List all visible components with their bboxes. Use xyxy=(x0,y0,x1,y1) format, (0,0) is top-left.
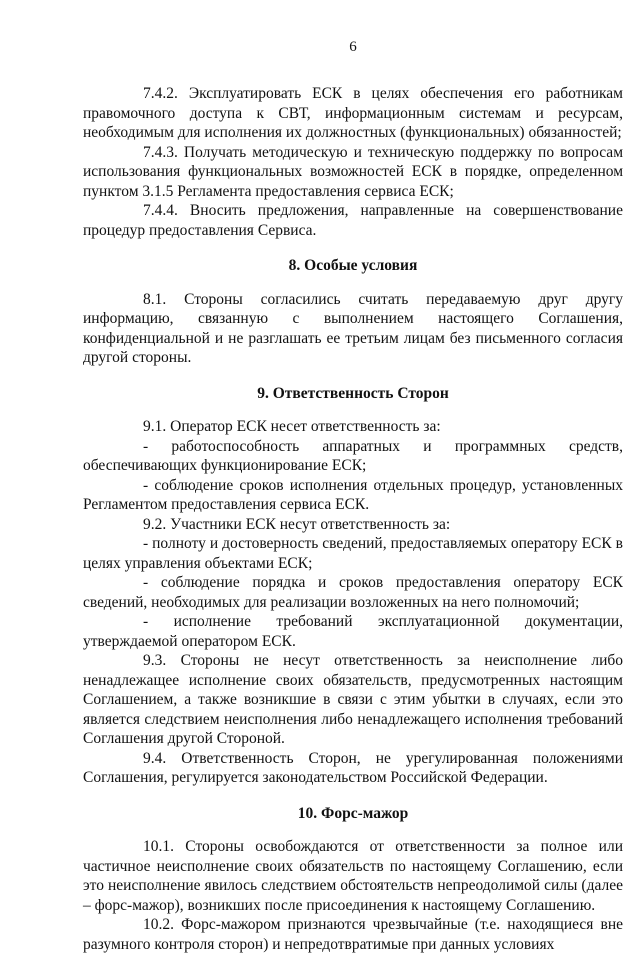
list-item-9-2-b: - соблюдение порядка и сроков предоставления оператору ЕСК сведений, необходимых для реализации возложенных на него полномочий; xyxy=(83,574,623,611)
clause-9-1: 9.1. Оператор ЕСК несет ответственность за: xyxy=(143,418,441,435)
list-item-9-2-c: - исполнение требований эксплуатационной документации, утверждаемой оператором ЕСК. xyxy=(83,613,623,650)
clause-7-4-3: 7.4.3. Получать методическую и техническую поддержку по вопросам использования функциональных возможностей ЕСК в порядке, определенном пунктом 3.1.5 Регламента предоставления сервиса ЕСК; xyxy=(83,143,623,200)
clause-9-2: 9.2. Участники ЕСК несут ответственность за: xyxy=(143,515,451,533)
page-number: 6 xyxy=(349,39,357,55)
clause-7-4-4: 7.4.4. Вносить предложения, направленные на совершенствование процедур предоставления Сервиса. xyxy=(83,202,623,239)
document-page xyxy=(83,38,623,954)
list-item-9-1-b: - соблюдение сроков исполнения отдельных процедур, установленных Регламентом предоставления сервиса ЕСК. xyxy=(83,476,623,513)
list-item-9-1-a: - работоспособность аппаратных и программных средств, обеспечивающих функционирование ЕСК; xyxy=(83,437,623,474)
clause-7-4-2: 7.4.2. Эксплуатировать ЕСК в целях обеспечения его работникам правомочного доступа к СВТ, информационным системам и ресурсам, необходимым для исполнения их должностных (функциональных) обязанностей; xyxy=(83,85,623,141)
clause-10-2: 10.2. Форс-мажором признаются чрезвычайные (т.е. находящиеся вне разумного контроля сторон) и непредотвратимые при данных условиях xyxy=(83,916,623,953)
clause-10-1: 10.1. Стороны освобождаются от ответственности за полное или частичное неисполнение своих обязательств по настоящему Соглашению, если это неисполнение явилось следствием обстоятельств непреодолимой силы (далее – форс-мажор), возникших после присоединения к настоящему Соглашению. xyxy=(83,838,623,914)
clause-9-3: 9.3. Стороны не несут ответственность за неисполнение либо ненадлежащее исполнение своих обязательств, предусмотренных настоящим Соглашением, а также возникшие в связи с этим убытки в случаях, если это является следствием неисполнения либо ненадлежащего исполнения требований Соглашения другой Стороной. xyxy=(83,652,623,747)
list-item-9-2-a: - полноту и достоверность сведений, предоставляемых оператору ЕСК в целях управления объектами ЕСК; xyxy=(83,535,623,572)
clause-9-4: 9.4. Ответственность Сторон, не урегулированная положениями Соглашения, регулируется законодательством Российской Федерации. xyxy=(83,749,623,786)
section-heading-9: 9. Ответственность Сторон xyxy=(257,384,449,402)
section-heading-8: 8. Особые условия xyxy=(288,257,418,274)
section-heading-10: 10. Форс-мажор xyxy=(297,804,409,822)
clause-8-1: 8.1. Стороны согласились считать передаваемую друг другу информацию, связанную с выполнением настоящего Соглашения, конфиденциальной и не разглашать ее третьим лицам без письменного согласия другой стороны. xyxy=(83,290,623,366)
